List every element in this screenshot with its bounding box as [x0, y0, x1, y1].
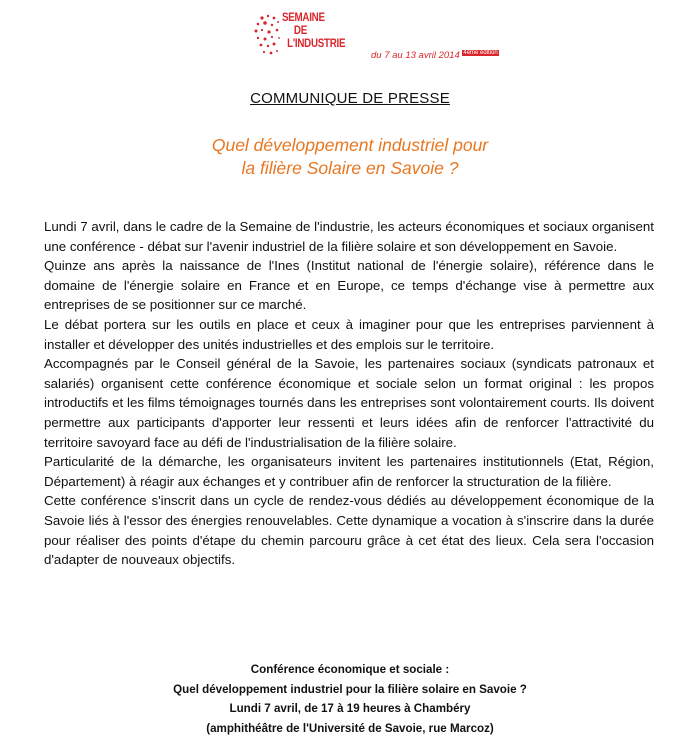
page-subtitle	[0, 134, 700, 180]
event-info-line-4: (amphithéâtre de l'Université de Savoie, rue Marcoz)	[206, 721, 494, 735]
logo-wordmark	[282, 12, 345, 51]
paragraph: Lundi 7 avril, dans le cadre de la Semaine de l'industrie, les acteurs économiques et sociaux organisent une conférence - débat sur l'avenir industriel de la filière solaire et son développement en Savoie.	[44, 219, 654, 254]
logo-line-2: DE	[293, 25, 307, 37]
event-info	[0, 660, 700, 738]
paragraph: Particularité de la démarche, les organisateurs invitent les partenaires institutionnels (Etat, Région, Département) à réagir aux échanges et y contribuer afin de renforcer la structuration de la filière.	[44, 454, 654, 489]
logo-dates	[371, 50, 499, 61]
event-info-line-3: Lundi 7 avril, de 17 à 19 heures à Chambéry	[229, 702, 471, 715]
subtitle-line-2: la filière Solaire en Savoie ?	[241, 158, 459, 178]
subtitle-line-1: Quel développement industriel pour	[211, 135, 489, 155]
paragraph: Cette conférence s'inscrit dans un cycle de rendez-vous dédiés au développement économique de la Savoie liés à l'essor des énergies renouvelables. Cette dynamique a vocation à s'inscrire dans la durée pour réaliser des points d'étape du chemin parcouru grâce à cet état des lieux. Cela sera l'occasion d'adapter de nouveaux objectifs.	[44, 493, 654, 568]
page-heading: COMMUNIQUE DE PRESSE	[250, 90, 450, 107]
logo-dates-text: du 7 au 13 avril 2014	[371, 50, 460, 62]
paragraph: Accompagnés par le Conseil général de la Savoie, les partenaires sociaux (syndicats patronaux et salariés) organisent cette conférence économique et sociale selon un format original : les propos introductifs et les films témoignages tournés dans les entreprises sont volontairement courts. Ils doivent permettre aux participants d'apporter leur ressenti et leurs idées afin de renforcer l'attractivité du territoire savoyard face au défi de l'industrialisation de la filière solaire.	[44, 356, 654, 450]
logo-line-1: SEMAINE	[282, 12, 325, 24]
logo-line-3: L'INDUSTRIE	[287, 38, 346, 50]
event-info-line-2: Quel développement industriel pour la filière solaire en Savoie ?	[173, 682, 527, 696]
logo-edition-badge: 4ème édition	[463, 50, 498, 56]
semaine-industrie-logo	[248, 10, 498, 74]
event-info-line-1: Conférence économique et sociale :	[250, 663, 450, 676]
paragraph: Quinze ans après la naissance de l'Ines (Institut national de l'énergie solaire), référence dans le domaine de l'énergie solaire en France et en Europe, ce temps d'échange vise à permettre aux entreprises de se positionner sur ce marché.	[44, 258, 654, 313]
paragraph: Le débat portera sur les outils en place et ceux à imaginer pour que les entreprises parviennent à installer et développer des unités industrielles et des emplois sur le territoire.	[44, 316, 654, 352]
body-text	[44, 217, 654, 570]
